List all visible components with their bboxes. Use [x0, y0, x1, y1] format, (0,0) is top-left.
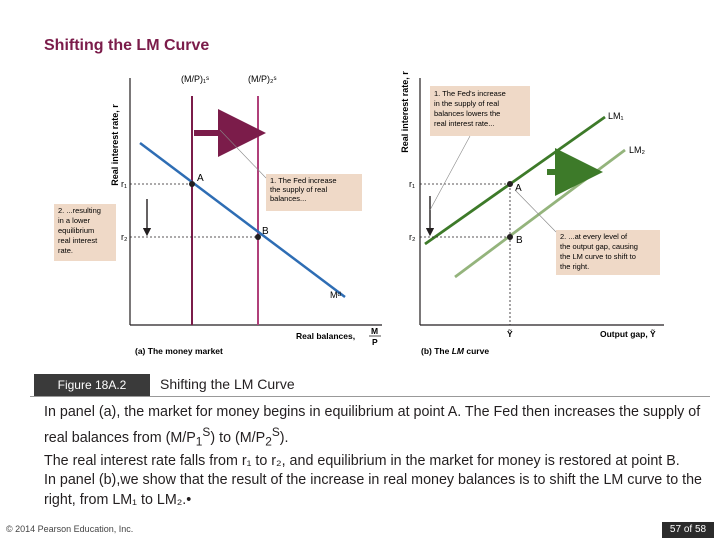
money-supply-2-label: (M/P)₂ˢ [248, 74, 277, 84]
copyright-notice: © 2014 Pearson Education, Inc. [6, 524, 134, 534]
panel-b-note-2-text: 2. ...at every level of the output gap, causing the LM curve to shift to the right. [560, 232, 638, 271]
money-demand-line [140, 143, 345, 297]
figure-title: Shifting the LM Curve [160, 376, 295, 392]
point-a-label: A [197, 173, 204, 184]
page-number: 57 of 58 [662, 522, 714, 538]
caption-p1-m2: (M/P [235, 429, 266, 446]
slide-title: Shifting the LM Curve [44, 37, 210, 54]
divider [30, 396, 710, 397]
panel-b-y-label: Real interest rate, r [400, 71, 410, 153]
b-point-b-marker [507, 234, 513, 240]
panel-b-caption: (b) The LM curve [421, 346, 490, 356]
point-b-marker [255, 234, 261, 240]
lm1-line [425, 117, 605, 244]
lm1-label: LM₁ [608, 111, 624, 121]
money-supply-1-label: (M/P)₁ˢ [181, 74, 210, 84]
panel-a-caption: (a) The money market [135, 346, 223, 356]
b-point-a-marker [507, 181, 513, 187]
panel-a [54, 74, 382, 356]
panel-b [400, 71, 664, 356]
point-a-marker [189, 181, 195, 187]
money-demand-label: Mᵈ [330, 290, 341, 300]
panel-a-note-2-text: 2. ...resulting in a lower equilibrium real interest rate. [58, 206, 101, 255]
caption-p1: In panel (a), the market for money begins in equilibrium at point A. The Fed then increases the supply of real balances from [44, 404, 701, 446]
b-point-b-label: B [516, 235, 523, 246]
panel-b-note-1-text: 1. The Fed's increase in the supply of real balances lowers the real interest rate... [434, 89, 506, 128]
panel-a-x-label: Real balances, [296, 331, 356, 341]
lm2-label: LM₂ [629, 145, 645, 155]
caption-p1-m1: (M/P [165, 429, 196, 446]
panel-b-tick: Ỹ [507, 329, 513, 339]
panel-b-r1: r₁ [409, 179, 416, 189]
panel-b-note-1-leader [430, 136, 470, 210]
figure-label: Figure 18A.2 [34, 374, 150, 396]
panel-b-r2: r₂ [409, 232, 416, 242]
caption-p2: The real interest rate falls from r₁ to r₂, and equilibrium in the market for money is restored at point B. [44, 452, 680, 469]
point-b-label: B [262, 226, 269, 237]
panel-a-note-1-leader [220, 130, 266, 178]
panel-b-x-label: Output gap, Ỹ [600, 329, 656, 339]
panel-a-y-label: Real interest rate, r [110, 104, 120, 186]
panel-a-note-1-text: 1. The Fed increase the supply of real balances... [270, 176, 337, 203]
panel-a-r1: r₁ [121, 179, 128, 189]
figure-caption: In panel (a), the market for money begins in equilibrium at point A. The Fed then increases the supply of real balances from $(M/P_1^S)$ to $(M/P_2^S)$. The real interest rate falls from r₁ to r₂, and equilibrium in the market for money is restored at point B. In panel (b),we show that the result of the increase in real money balances is to shift the LM curve to the right, from LM₁ to LM₂.• [44, 404, 703, 508]
b-point-a-label: A [515, 183, 522, 194]
panel-b-note-2-leader [515, 190, 556, 232]
caption-p3: In panel (b),we show that the result of the increase in real money balances is to shift the LM curve to the right, from LM₁ to LM₂.• [44, 472, 703, 508]
panel-a-r2: r₂ [121, 232, 128, 242]
panel-a-x-frac-den: P [372, 337, 378, 347]
panel-a-x-frac-num: M [371, 326, 379, 336]
